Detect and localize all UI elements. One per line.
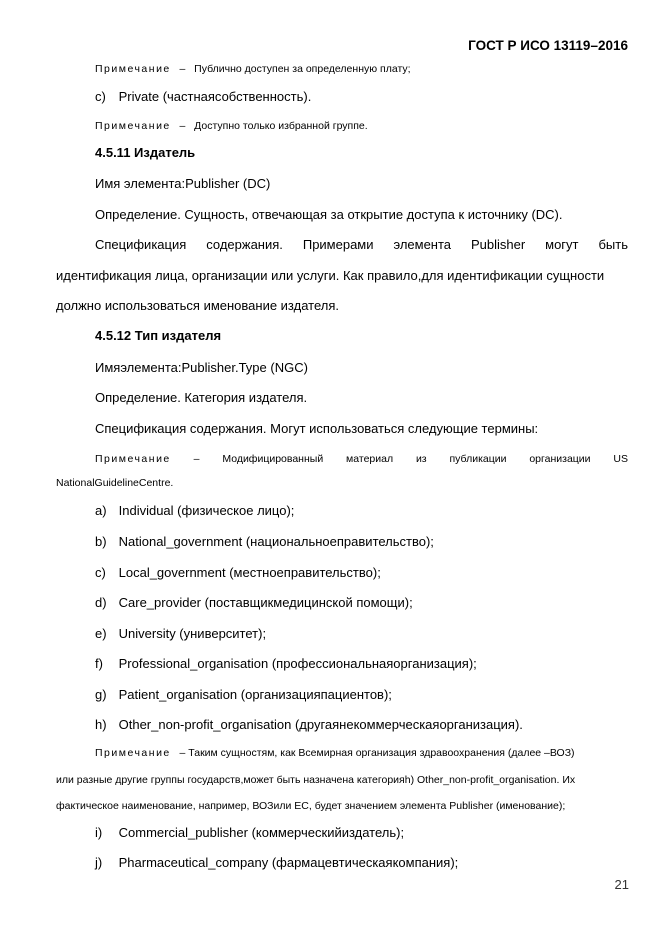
- note-text: Публично доступен за определенную плату;: [194, 63, 411, 75]
- note-ngc-line-1: [95, 452, 628, 466]
- note-word: организации: [529, 453, 591, 465]
- page-number: 21: [614, 877, 629, 892]
- list-text: National_government (национальноеправительство);: [118, 534, 434, 549]
- element-name-publisher: Имя элемента:Publisher (DC): [95, 176, 271, 191]
- list-text: Private (частнаясобственность).: [118, 89, 312, 104]
- list-text: Professional_organisation (профессиональнаяорганизация);: [118, 656, 477, 671]
- note-word: публикации: [449, 453, 507, 465]
- note-label: Примечание: [95, 453, 171, 465]
- spec-word: Спецификация: [95, 237, 187, 252]
- list-text: Patient_organisation (организацияпациентов);: [118, 687, 392, 702]
- note-dash: –: [179, 120, 186, 132]
- section-heading-publisher: 4.5.11 Издатель: [95, 145, 196, 160]
- note-who-line-2: или разные другие группы государств,может быть назначена категорияh) Other_non-profit_organisation. Их: [56, 774, 576, 786]
- list-text: Other_non-profit_organisation (другаянекоммерческаяорганизация).: [118, 717, 523, 732]
- note-selected-group: [95, 119, 368, 133]
- spec-line-3: должно использоваться именование издателя.: [56, 298, 339, 313]
- list-text: University (университет);: [118, 626, 267, 641]
- list-item: [95, 626, 266, 642]
- spec-word: содержания.: [206, 237, 283, 252]
- list-text: Care_provider (поставщикмедицинской помощи);: [118, 595, 413, 610]
- list-letter: c): [95, 565, 106, 580]
- list-text: Individual (физическое лицо);: [118, 503, 295, 518]
- note-label: Примечание: [95, 63, 171, 75]
- list-item-private: [95, 89, 311, 105]
- spec-word: быть: [598, 237, 628, 252]
- spec-line-2: идентификация лица, организации или услуги. Как правило,для идентификации сущности: [56, 268, 605, 283]
- note-who-line-3: фактическое наименование, например, ВОЗили ЕС, будет значением элемента Publisher (именование);: [56, 800, 566, 812]
- spec-word: элемента: [393, 237, 452, 252]
- list-letter: d): [95, 595, 107, 610]
- list-item: [95, 656, 477, 672]
- spec-word: могут: [545, 237, 579, 252]
- spec-publisher-type: Спецификация содержания. Могут использоваться следующие термины:: [95, 421, 539, 436]
- list-text: Pharmaceutical_company (фармацевтическаякомпания);: [118, 855, 459, 870]
- list-letter: e): [95, 626, 107, 641]
- note-word: US: [613, 453, 628, 465]
- list-item: [95, 687, 392, 703]
- list-item: [95, 717, 523, 733]
- note-text: Доступно только избранной группе.: [194, 120, 368, 132]
- list-item: [95, 855, 458, 871]
- list-letter: c): [95, 89, 106, 104]
- spec-word: Примерами: [302, 237, 374, 252]
- note-who-line-1: [95, 746, 575, 760]
- list-item: [95, 825, 404, 841]
- element-name-publisher-type: Имяэлемента:Publisher.Type (NGC): [95, 360, 308, 375]
- note-ngc-line-2: NationalGuidelineCentre.: [56, 477, 174, 489]
- note-word: из: [415, 453, 427, 465]
- section-heading-publisher-type: 4.5.12 Тип издателя: [95, 328, 222, 343]
- list-letter: h): [95, 717, 107, 732]
- list-item: [95, 595, 413, 611]
- list-letter: b): [95, 534, 107, 549]
- note-text: – Таким сущностям, как Всемирная организация здравоохранения (далее –ВОЗ): [179, 747, 575, 759]
- list-letter: i): [95, 825, 103, 840]
- list-item: [95, 565, 381, 581]
- list-item: [95, 503, 294, 519]
- definition-publisher: Определение. Сущность, отвечающая за открытие доступа к источнику (DC).: [95, 207, 563, 222]
- document-header: ГОСТ Р ИСО 13119–2016: [468, 38, 628, 53]
- list-letter: g): [95, 687, 107, 702]
- note-word: –: [193, 453, 200, 465]
- note-word: материал: [346, 453, 394, 465]
- list-letter: a): [95, 503, 107, 518]
- note-word: Модифицированный: [222, 453, 324, 465]
- list-text: Local_government (местноеправительство);: [118, 565, 381, 580]
- note-dash: –: [179, 63, 186, 75]
- spec-line-1: [95, 237, 628, 253]
- note-private-fee: [95, 62, 411, 76]
- list-item: [95, 534, 434, 550]
- definition-publisher-type: Определение. Категория издателя.: [95, 390, 308, 405]
- list-letter: j): [95, 855, 103, 870]
- list-text: Commercial_publisher (коммерческийиздатель);: [118, 825, 405, 840]
- spec-word: Publisher: [470, 237, 526, 252]
- note-label: Примечание: [95, 747, 171, 759]
- list-letter: f): [95, 656, 103, 671]
- note-label: Примечание: [95, 120, 171, 132]
